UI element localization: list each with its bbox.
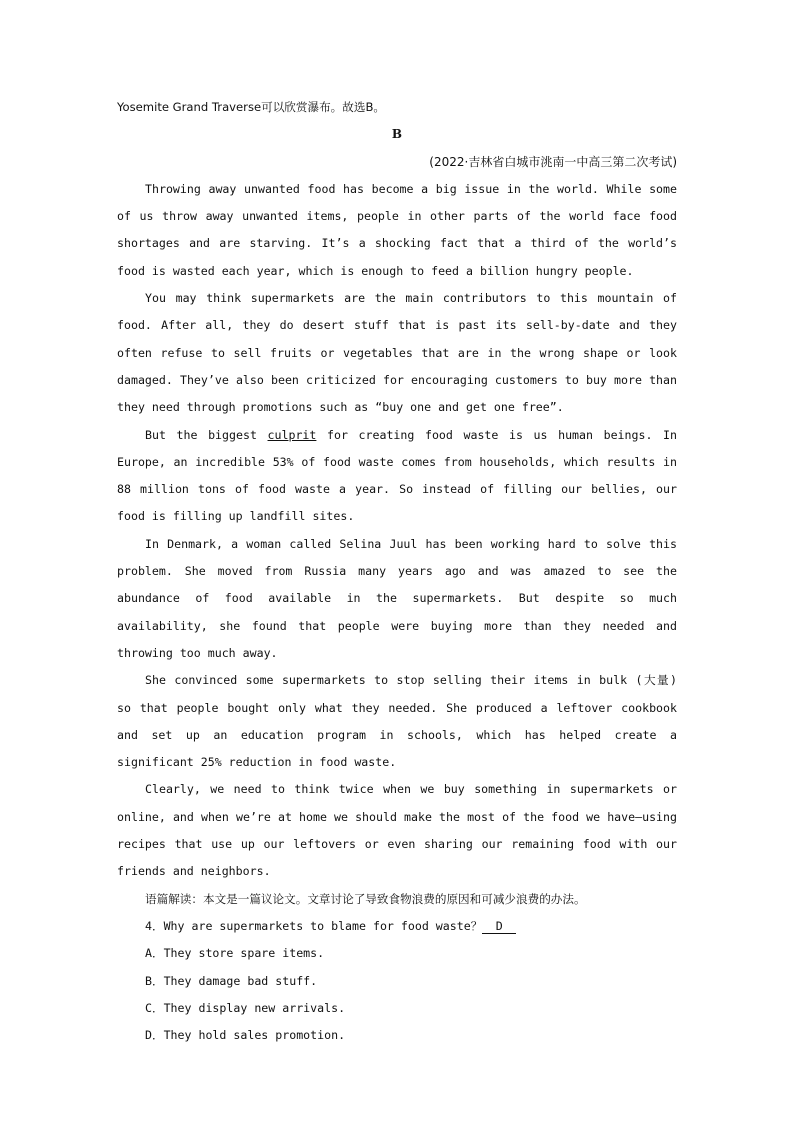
paragraph-6: Clearly, we need to think twice when we buy something in supermarkets or online, and when we’re at home we should make the most of the food we have—using recipes that use up our leftovers or even sharing our remaining food with our friends and neighbors. xyxy=(117,782,677,879)
intro-line: Yosemite Grand Traverse可以欣赏瀑布。故选B。 xyxy=(117,100,386,114)
option-d: D．They hold sales promotion. xyxy=(145,1028,346,1043)
question-text: 4．Why are supermarkets to blame for food waste？ xyxy=(145,918,483,933)
question xyxy=(117,913,677,940)
option-b: B．They damage bad stuff. xyxy=(145,973,318,988)
paragraph-5: She convinced some supermarkets to stop selling their items in bulk (大量) so that people bought only what they needed. She produced a leftover cookbook and set up an education program in schools, which has helped create a significant 25% reduction in food waste. xyxy=(117,673,677,770)
paragraph-2: You may think supermarkets are the main contributors to this mountain of food. After all, they do desert stuff that is past its sell-by-date and they often refuse to sell fruits or vegetables that are in the wrong shape or look damaged. They’ve also been criticized for encouraging customers to buy more than they need through promotions such as “buy one and get one free”. xyxy=(117,291,677,415)
document-page xyxy=(117,94,677,1049)
paragraph-3 xyxy=(117,422,677,531)
answer-blank: D xyxy=(482,919,516,934)
source-citation: (2022·吉林省白城市洮南一中高三第二次考试) xyxy=(429,154,677,169)
paragraph-3-before: But the biggest xyxy=(145,427,268,442)
paragraph-1: Throwing away unwanted food has become a big issue in the world. While some of us throw away unwanted items, people in other parts of the world face food shortages and are starving. It’s a shocking fact that a third of the world’s food is wasted each year, which is enough to feed a billion hungry people. xyxy=(117,181,677,278)
commentary: 语篇解读：本文是一篇议论文。文章讨论了导致食物浪费的原因和可减少浪费的办法。 xyxy=(145,891,586,906)
underlined-word-culprit: culprit xyxy=(267,427,317,442)
paragraph-4: In Denmark, a woman called Selina Juul has been working hard to solve this problem. She moved from Russia many years ago and was amazed to see the abundance of food available in the supermarkets. But despite so much availability, she found that people were buying more than they needed and throwing too much away. xyxy=(117,536,677,660)
section-letter: B xyxy=(391,127,403,142)
option-a: A．They store spare items. xyxy=(145,946,325,961)
option-c: C．They display new arrivals. xyxy=(145,1000,346,1015)
paragraph-3-after: for creating food waste is us human beings. In Europe, an incredible 53% of food waste comes from households, which results in 88 million tons of food waste a year. So instead of filling our bellies, our food is filling up landfill sites. xyxy=(117,427,677,524)
